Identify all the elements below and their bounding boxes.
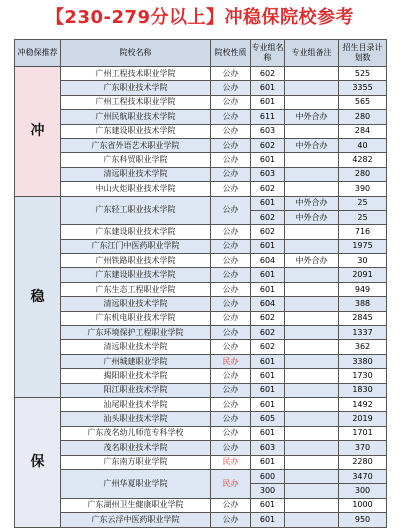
table-row bbox=[15, 110, 387, 124]
school-name: 中山火炬职业技术学院 bbox=[61, 182, 211, 196]
school-nature: 公办 bbox=[211, 138, 251, 152]
school-nature: 公办 bbox=[211, 110, 251, 124]
school-nature: 公办 bbox=[211, 153, 251, 167]
group-note: 中外合办 bbox=[285, 210, 339, 224]
group-note bbox=[285, 81, 339, 95]
header-tier: 冲稳保推荐 bbox=[15, 40, 61, 67]
group-note bbox=[285, 95, 339, 109]
school-name: 广州民航职业技术学院 bbox=[61, 110, 211, 124]
group-code: 602 bbox=[251, 326, 285, 340]
school-nature: 公办 bbox=[211, 182, 251, 196]
plan-count: 280 bbox=[339, 110, 387, 124]
school-name: 广东南方职业学院 bbox=[61, 455, 211, 469]
school-nature: 民办 bbox=[211, 469, 251, 498]
plan-count: 1701 bbox=[339, 426, 387, 440]
group-code: 601 bbox=[251, 397, 285, 411]
table-row bbox=[15, 469, 387, 483]
header-plan: 招生目录计划数 bbox=[339, 40, 387, 67]
school-nature: 公办 bbox=[211, 124, 251, 138]
table-row bbox=[15, 268, 387, 282]
plan-count: 25 bbox=[339, 196, 387, 210]
school-name: 广东建设职业技术学院 bbox=[61, 268, 211, 282]
school-name: 广州华夏职业学院 bbox=[61, 469, 211, 498]
group-note: 中外合办 bbox=[285, 196, 339, 210]
group-code: 602 bbox=[251, 210, 285, 224]
school-name: 广州工程技术职业学院 bbox=[61, 95, 211, 109]
table-row bbox=[15, 282, 387, 296]
school-nature: 公办 bbox=[211, 311, 251, 325]
school-name: 广东轻工职业技术学院 bbox=[61, 196, 211, 225]
plan-count: 1000 bbox=[339, 498, 387, 512]
group-code: 603 bbox=[251, 167, 285, 181]
school-nature: 公办 bbox=[211, 297, 251, 311]
table-row bbox=[15, 441, 387, 455]
group-note bbox=[285, 326, 339, 340]
group-code: 605 bbox=[251, 412, 285, 426]
plan-count: 3470 bbox=[339, 469, 387, 483]
school-name: 广东建设职业技术学院 bbox=[61, 225, 211, 239]
plan-count: 950 bbox=[339, 513, 387, 527]
table-row bbox=[15, 383, 387, 397]
school-nature: 公办 bbox=[211, 67, 251, 81]
school-name: 清远职业技术学院 bbox=[61, 340, 211, 354]
plan-count: 1337 bbox=[339, 326, 387, 340]
table-row bbox=[15, 513, 387, 527]
plan-count: 300 bbox=[339, 484, 387, 498]
group-note bbox=[285, 354, 339, 368]
table-row bbox=[15, 138, 387, 152]
school-nature: 公办 bbox=[211, 95, 251, 109]
table-row bbox=[15, 67, 387, 81]
plan-count: 3380 bbox=[339, 354, 387, 368]
group-code: 603 bbox=[251, 124, 285, 138]
group-note bbox=[285, 311, 339, 325]
group-note: 中外合办 bbox=[285, 254, 339, 268]
table-row bbox=[15, 297, 387, 311]
school-name: 阳江职业技术学院 bbox=[61, 383, 211, 397]
group-code: 600 bbox=[251, 469, 285, 483]
group-code: 300 bbox=[251, 484, 285, 498]
group-note bbox=[285, 340, 339, 354]
plan-count: 4282 bbox=[339, 153, 387, 167]
group-code: 601 bbox=[251, 455, 285, 469]
table-row bbox=[15, 124, 387, 138]
table-row bbox=[15, 95, 387, 109]
group-note bbox=[285, 469, 339, 483]
group-note bbox=[285, 412, 339, 426]
school-nature: 公办 bbox=[211, 326, 251, 340]
group-note bbox=[285, 498, 339, 512]
plan-count: 25 bbox=[339, 210, 387, 224]
plan-count: 2280 bbox=[339, 455, 387, 469]
plan-count: 1730 bbox=[339, 369, 387, 383]
table-row bbox=[15, 254, 387, 268]
group-note bbox=[285, 153, 339, 167]
table-row bbox=[15, 412, 387, 426]
group-note bbox=[285, 441, 339, 455]
group-code: 602 bbox=[251, 225, 285, 239]
group-note bbox=[285, 282, 339, 296]
school-name: 广州城建职业学院 bbox=[61, 354, 211, 368]
group-code: 601 bbox=[251, 354, 285, 368]
group-code: 604 bbox=[251, 254, 285, 268]
group-code: 601 bbox=[251, 153, 285, 167]
table-row bbox=[15, 498, 387, 512]
school-name: 广东省外语艺术职业学院 bbox=[61, 138, 211, 152]
school-name: 广东职业技术学院 bbox=[61, 81, 211, 95]
school-name: 广东茂名幼儿师范专科学校 bbox=[61, 426, 211, 440]
group-note bbox=[285, 124, 339, 138]
group-code: 601 bbox=[251, 196, 285, 210]
table-row bbox=[15, 167, 387, 181]
school-nature: 公办 bbox=[211, 340, 251, 354]
group-code: 602 bbox=[251, 67, 285, 81]
school-nature: 公办 bbox=[211, 167, 251, 181]
school-nature: 公办 bbox=[211, 268, 251, 282]
group-note bbox=[285, 369, 339, 383]
school-name: 广州工程技术职业学院 bbox=[61, 67, 211, 81]
school-nature: 公办 bbox=[211, 239, 251, 253]
table-body bbox=[15, 67, 387, 528]
group-note: 中外合办 bbox=[285, 110, 339, 124]
group-code: 601 bbox=[251, 383, 285, 397]
school-nature: 公办 bbox=[211, 225, 251, 239]
plan-count: 1492 bbox=[339, 397, 387, 411]
school-name: 广东湖州卫生健康职业学院 bbox=[61, 498, 211, 512]
school-name: 广州铁路职业技术学院 bbox=[61, 254, 211, 268]
group-note bbox=[285, 397, 339, 411]
school-nature: 公办 bbox=[211, 369, 251, 383]
group-code: 601 bbox=[251, 369, 285, 383]
table-row bbox=[15, 354, 387, 368]
group-code: 602 bbox=[251, 340, 285, 354]
group-code: 601 bbox=[251, 513, 285, 527]
group-note bbox=[285, 383, 339, 397]
table-row bbox=[15, 182, 387, 196]
plan-count: 716 bbox=[339, 225, 387, 239]
school-nature: 公办 bbox=[211, 513, 251, 527]
group-code: 601 bbox=[251, 81, 285, 95]
group-code: 602 bbox=[251, 311, 285, 325]
plan-count: 390 bbox=[339, 182, 387, 196]
header-group-note: 专业组备注 bbox=[285, 40, 339, 67]
group-code: 601 bbox=[251, 498, 285, 512]
plan-count: 565 bbox=[339, 95, 387, 109]
group-note bbox=[285, 455, 339, 469]
plan-count: 2019 bbox=[339, 412, 387, 426]
group-note bbox=[285, 513, 339, 527]
table-row bbox=[15, 196, 387, 210]
table-row bbox=[15, 239, 387, 253]
table-row bbox=[15, 397, 387, 411]
school-name: 广东云浮中医药职业学院 bbox=[61, 513, 211, 527]
table-row bbox=[15, 369, 387, 383]
group-code: 601 bbox=[251, 268, 285, 282]
plan-count: 370 bbox=[339, 441, 387, 455]
school-name: 广东机电职业技术学院 bbox=[61, 311, 211, 325]
plan-count: 30 bbox=[339, 254, 387, 268]
school-nature: 公办 bbox=[211, 282, 251, 296]
group-note bbox=[285, 67, 339, 81]
header-group-code: 专业组名称 bbox=[251, 40, 285, 67]
school-name: 广东生态工程职业学院 bbox=[61, 282, 211, 296]
group-code: 611 bbox=[251, 110, 285, 124]
plan-count: 2845 bbox=[339, 311, 387, 325]
school-nature: 公办 bbox=[211, 81, 251, 95]
school-name: 清远职业技术学院 bbox=[61, 297, 211, 311]
group-code: 603 bbox=[251, 441, 285, 455]
group-code: 602 bbox=[251, 138, 285, 152]
header-nature: 院校性质 bbox=[211, 40, 251, 67]
table-row bbox=[15, 426, 387, 440]
plan-count: 280 bbox=[339, 167, 387, 181]
group-note bbox=[285, 426, 339, 440]
group-code: 601 bbox=[251, 95, 285, 109]
school-name: 广东江门中医药职业学院 bbox=[61, 239, 211, 253]
tier-label: 保 bbox=[15, 397, 61, 527]
plan-count: 1830 bbox=[339, 383, 387, 397]
school-nature: 公办 bbox=[211, 412, 251, 426]
plan-count: 40 bbox=[339, 138, 387, 152]
header-school: 院校名称 bbox=[61, 40, 211, 67]
plan-count: 949 bbox=[339, 282, 387, 296]
table-row bbox=[15, 455, 387, 469]
plan-count: 362 bbox=[339, 340, 387, 354]
school-nature: 公办 bbox=[211, 254, 251, 268]
group-note: 中外合办 bbox=[285, 138, 339, 152]
plan-count: 3355 bbox=[339, 81, 387, 95]
group-note bbox=[285, 239, 339, 253]
school-nature: 公办 bbox=[211, 498, 251, 512]
group-code: 604 bbox=[251, 297, 285, 311]
table-row bbox=[15, 340, 387, 354]
table-row bbox=[15, 81, 387, 95]
group-code: 601 bbox=[251, 426, 285, 440]
plan-count: 388 bbox=[339, 297, 387, 311]
plan-count: 1975 bbox=[339, 239, 387, 253]
group-note bbox=[285, 484, 339, 498]
table-row bbox=[15, 311, 387, 325]
table-header-row bbox=[15, 40, 387, 67]
group-note bbox=[285, 297, 339, 311]
table-row bbox=[15, 153, 387, 167]
school-nature: 公办 bbox=[211, 196, 251, 225]
group-note bbox=[285, 182, 339, 196]
table-row bbox=[15, 326, 387, 340]
group-code: 602 bbox=[251, 182, 285, 196]
school-name: 广东环境保护工程职业学院 bbox=[61, 326, 211, 340]
school-name: 广东科贸职业学院 bbox=[61, 153, 211, 167]
school-name: 茂名职业技术学院 bbox=[61, 441, 211, 455]
school-nature: 公办 bbox=[211, 397, 251, 411]
group-note bbox=[285, 268, 339, 282]
tier-label: 稳 bbox=[15, 196, 61, 397]
tier-label: 冲 bbox=[15, 67, 61, 197]
school-nature: 民办 bbox=[211, 354, 251, 368]
group-code: 601 bbox=[251, 239, 285, 253]
college-table bbox=[14, 39, 387, 528]
plan-count: 525 bbox=[339, 67, 387, 81]
school-name: 广东建设职业技术学院 bbox=[61, 124, 211, 138]
school-nature: 公办 bbox=[211, 426, 251, 440]
table-row bbox=[15, 225, 387, 239]
school-name: 清远职业技术学院 bbox=[61, 167, 211, 181]
school-name: 汕头职业技术学院 bbox=[61, 412, 211, 426]
plan-count: 2091 bbox=[339, 268, 387, 282]
group-note bbox=[285, 167, 339, 181]
group-note bbox=[285, 225, 339, 239]
school-name: 揭阳职业技术学院 bbox=[61, 369, 211, 383]
school-nature: 公办 bbox=[211, 441, 251, 455]
school-nature: 公办 bbox=[211, 383, 251, 397]
page-title: 【230-279分以上】冲稳保院校参考 bbox=[45, 7, 355, 28]
school-name: 汕尾职业技术学院 bbox=[61, 397, 211, 411]
group-code: 601 bbox=[251, 282, 285, 296]
plan-count: 284 bbox=[339, 124, 387, 138]
school-nature: 民办 bbox=[211, 455, 251, 469]
